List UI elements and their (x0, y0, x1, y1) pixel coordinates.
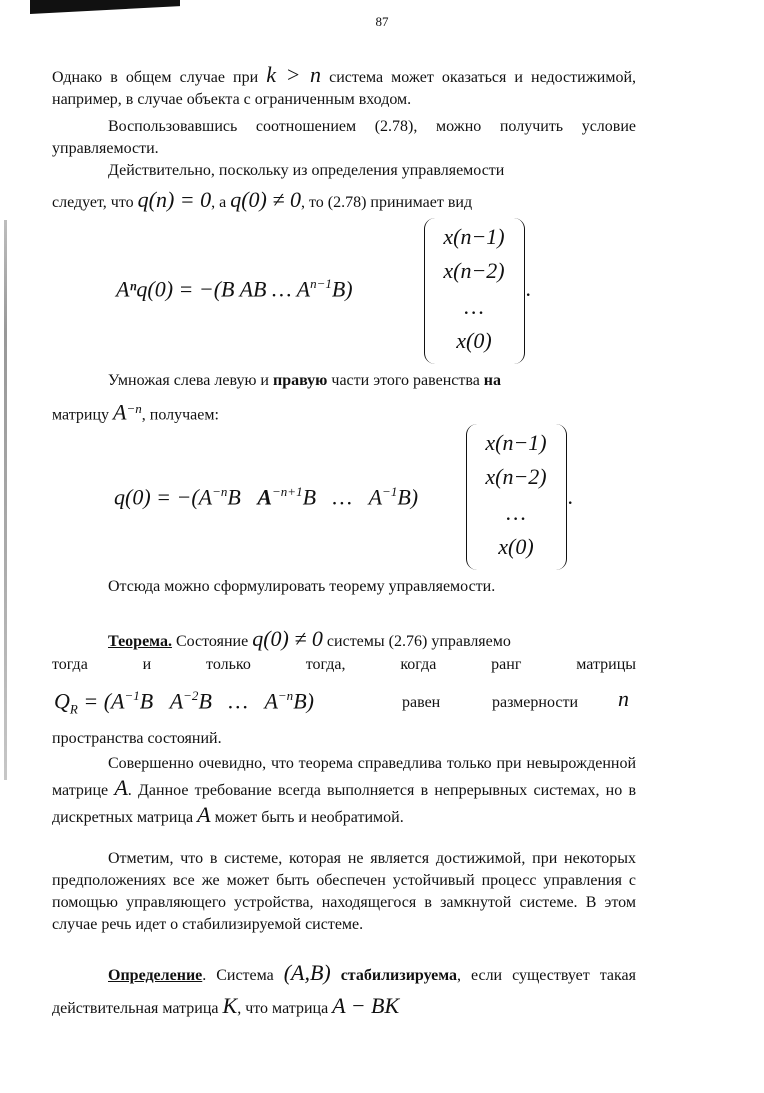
theorem-text-b: системы (2.76) управляемо (326, 633, 511, 650)
paragraph-6 (52, 752, 636, 830)
equation-2-vector-item: x(n−1) (485, 430, 547, 455)
p3-text-c: , а (211, 194, 227, 211)
definition-text-c: , если существует такая действительная матрица (52, 967, 636, 1017)
theorem-word: матрицы (576, 656, 636, 673)
paragraph-5: Отсюда можно сформулировать теорему управляемости. (108, 578, 496, 595)
p4-text-e: матрицу (52, 406, 110, 424)
paragraph-1 (52, 64, 636, 111)
definition-k: K (222, 993, 238, 1018)
equation-2-lhs: $q(0) = -(A^{-n}B$ $A^{-n+1}B$ … $A^{-1}B$) (114, 484, 419, 510)
equation-1-vector-item: x(0) (456, 328, 492, 353)
paragraph-2: Воспользовавшись соотношением (2.78), можно получить условие управляемости. (52, 118, 636, 157)
p1-text-b: система может оказаться и недостижимой, например, в случае объекта с ограниченным входом. (52, 69, 637, 108)
equation-1-vector-item: … (464, 294, 484, 319)
p4-text-c: части этого равенства (331, 372, 480, 389)
p3-text-a: Действительно, поскольку из определения управляемости (108, 162, 505, 179)
paragraph-3 (52, 160, 636, 182)
equation-1-vector-item: x(n−1) (443, 224, 505, 249)
p4-text-a: Умножая слева левую и (108, 372, 269, 389)
paragraph-3-line-2 (52, 186, 636, 217)
p4-text-f: , получаем: (141, 406, 219, 424)
p4-math-sup: −n (126, 401, 142, 416)
p6-text-a: Совершенно очевидно, что теорема справедлива только при невырожденной матрице (52, 755, 636, 799)
equation-2-period: . (568, 484, 574, 509)
p6-math-2: A (197, 802, 211, 827)
theorem-word: тогда, (305, 656, 346, 673)
p6-text-b: . Данное требование всегда выполняется в непрерывных системах, но в дискретных матрица (52, 782, 637, 826)
definition (52, 958, 636, 1024)
equation-1-vector-right-paren (514, 218, 525, 364)
equation-1-lhs: Aⁿq(0) = −(B AB … $A^{n-1}B$) (116, 276, 353, 302)
equation-1-period: . (526, 276, 532, 301)
definition-math-2: A − BK (332, 993, 400, 1018)
p4-text-d: на (483, 372, 502, 389)
theorem-n: n (618, 686, 629, 711)
equation-1-vector-item: x(n−2) (443, 258, 505, 283)
equation-2-vector-item: x(n−2) (485, 464, 547, 489)
equation-2-vector-item: … (506, 500, 526, 525)
p1-text-a: Однако в общем случае при (52, 69, 259, 86)
theorem-math: q(0) ≠ 0 (252, 626, 323, 651)
theorem-word: и (142, 656, 152, 673)
theorem-line-2 (52, 654, 636, 676)
p6-text-c: может быть и необратимой. (214, 809, 404, 826)
definition-label: Определение (108, 967, 203, 984)
equation-1-vector (432, 218, 516, 364)
p3-text-b: следует, что (52, 194, 134, 211)
page-number: 87 (375, 14, 389, 29)
definition-text-a: . Система (202, 967, 274, 984)
theorem-text-c: равен размерности (402, 694, 578, 711)
p4-text-b: правую (272, 372, 328, 389)
theorem-word: когда (400, 656, 437, 673)
p6-math-1: A (114, 775, 128, 800)
definition-math: (A,B) (283, 960, 331, 985)
p3-math-2: q(0) ≠ 0 (230, 187, 301, 212)
theorem-qr-matrix: $Q_R = (A^{-1}B$ $A^{-2}B$ … $A^{-n}B$) (54, 688, 314, 717)
p3-math-1: q(n) = 0 (137, 187, 212, 212)
equation-2-vector (474, 424, 558, 570)
paragraph-7: Отметим, что в системе, которая не является достижимой, при некоторых предположениях все же может быть обеспечен устойчивый процесс управления с помощью управляющего устройства, находящегося в замкнутой системе. В этом случае речь идет о стабилизируемой системе. (52, 850, 636, 933)
theorem-label: Теорема. (108, 633, 172, 650)
scan-artifact-top (30, 0, 180, 14)
definition-text-d: , что матрица (237, 1000, 329, 1017)
paragraph-4 (52, 370, 636, 392)
definition-text-b: стабилизируема (340, 967, 458, 984)
theorem-word: ранг (491, 656, 522, 673)
theorem-line-1 (52, 624, 636, 657)
theorem-word: тогда (52, 656, 88, 673)
theorem-text-a: Состояние (175, 633, 249, 650)
scan-artifact-edge (4, 220, 7, 780)
p4-math: A (113, 399, 127, 425)
theorem-word: только (206, 656, 251, 673)
p1-math: k > n (266, 62, 322, 87)
equation-2-vector-right-paren (556, 424, 567, 570)
theorem-text-d: пространства состояний. (52, 730, 222, 747)
equation-2-vector-item: x(0) (498, 534, 534, 559)
p3-text-d: , то (2.78) принимает вид (300, 194, 473, 211)
